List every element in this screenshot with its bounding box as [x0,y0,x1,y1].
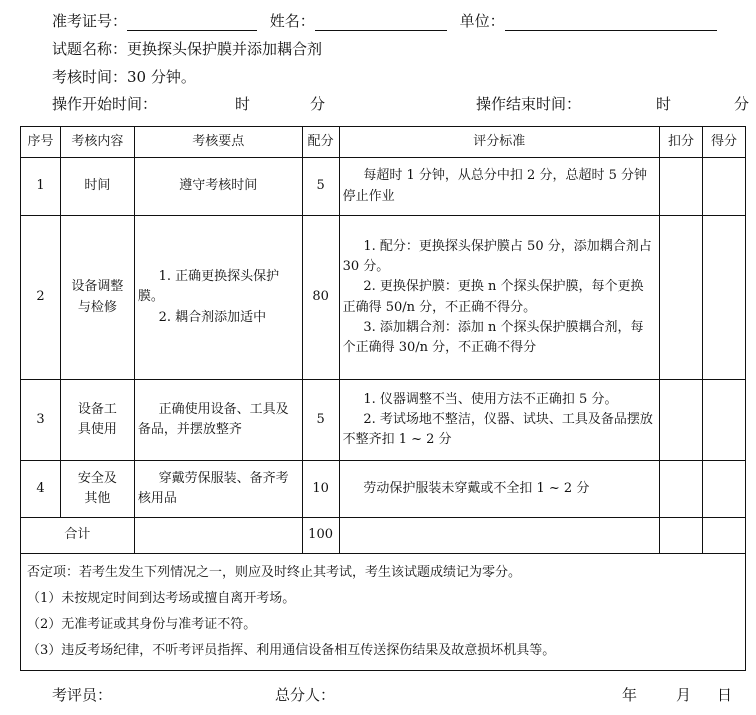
veto-intro: 否定项：若考生发生下列情况之一，则应及时终止其考试，考生该试题成绩记为零分。 [27,565,522,580]
deduction-cell[interactable] [660,461,703,518]
total-label: 合计 [21,518,135,554]
deduction-cell[interactable] [660,158,703,216]
veto-row [21,554,746,671]
start-time-label: 操作开始时间： [52,95,158,113]
total-earned-cell[interactable] [703,518,746,554]
table-row [21,158,746,216]
total-row [21,518,746,554]
veto-item: （2）无准考证或其身份与准考证不符。 [27,617,257,632]
points-item: 正确使用设备、工具及备品，并摆放整齐 [137,401,289,437]
exam-info-line [52,10,717,31]
row-score: 5 [302,158,339,216]
row-score: 80 [302,216,339,380]
row-no: 4 [21,461,61,518]
month-label: 月 [676,686,692,704]
row-content-text: 设备调整 与检修 [71,279,124,315]
year-label: 年 [622,686,638,704]
end-minute-label: 分 [734,95,750,113]
row-points [134,461,302,518]
criteria-item: 1. 仪器调整不当、使用方法不正确扣 5 分。 [363,391,618,407]
row-no: 3 [21,380,61,461]
examiner-label: 考评员： [52,686,113,704]
row-criteria [339,380,659,461]
scorer-label: 总分人： [275,686,336,704]
table-row [21,461,746,518]
earned-cell[interactable] [703,158,746,216]
end-time-label: 操作结束时间： [476,95,582,113]
earned-cell[interactable] [703,216,746,380]
criteria-item: 2. 更换保护膜：更换 n 个探头保护膜，每个更换正确得 50/n 分，不正确不得分。 [342,279,644,315]
row-content-text: 安全及 其他 [77,470,117,506]
veto-section [21,554,746,671]
exam-title: 试题名称：更换探头保护膜并添加耦合剂 [52,40,323,58]
header-points: 考核要点 [134,127,302,158]
row-content [60,216,134,380]
name-blank[interactable] [315,14,447,31]
table-row [21,380,746,461]
total-score: 100 [302,518,339,554]
unit-blank[interactable] [505,14,717,31]
veto-item: （1）未按规定时间到达考场或擅自离开考场。 [27,591,296,606]
points-item: 2. 耦合剂添加适中 [158,309,267,325]
header-score: 配分 [302,127,339,158]
row-no: 2 [21,216,61,380]
header-content: 考核内容 [60,127,134,158]
header-earned: 得分 [703,127,746,158]
earned-cell[interactable] [703,461,746,518]
row-content [60,461,134,518]
criteria-item: 2. 考试场地不整洁，仪器、试块、工具及备品摆放不整齐扣 1 ~ 2 分 [342,411,653,448]
row-points [134,216,302,380]
exam-no-blank[interactable] [127,14,257,31]
end-hour-label: 时 [656,95,672,113]
table-row [21,216,746,380]
row-criteria [339,461,659,518]
exam-no-label: 准考证号： [52,12,128,30]
start-hour-label: 时 [235,95,251,113]
exam-duration: 考核时间：30 分钟。 [52,68,196,86]
points-item: 1. 正确更换探头保护膜。 [137,269,280,305]
row-criteria [339,216,659,380]
criteria-item: 每超时 1 分钟，从总分中扣 2 分，总超时 5 分钟停止作业 [342,168,647,204]
total-deduction-cell[interactable] [660,518,703,554]
deduction-cell[interactable] [660,216,703,380]
criteria-item: 3. 添加耦合剂：添加 n 个探头保护膜耦合剂，每个正确得 30/n 分，不正确不得分 [342,319,644,355]
row-points [134,380,302,461]
criteria-item: 劳动保护服装未穿戴或不全扣 1 ~ 2 分 [363,480,590,496]
deduction-cell[interactable] [660,380,703,461]
total-criteria-cell [339,518,659,554]
row-criteria [339,158,659,216]
header-criteria: 评分标准 [339,127,659,158]
table-header-row [21,127,746,158]
row-points: 遵守考核时间 [134,158,302,216]
row-score: 5 [302,380,339,461]
start-minute-label: 分 [310,95,326,113]
scoring-table [20,126,746,671]
total-empty-cell [134,518,302,554]
row-no: 1 [21,158,61,216]
day-label: 日 [717,686,733,704]
earned-cell[interactable] [703,380,746,461]
name-label: 姓名： [269,12,315,30]
row-content: 时间 [60,158,134,216]
row-content-text: 设备工 具使用 [77,401,117,437]
veto-item: （3）违反考场纪律，不听考评员指挥、利用通信设备相互传送探伤结果及故意损坏机具等。 [27,643,556,658]
points-item: 穿戴劳保服装、备齐考核用品 [137,470,289,506]
header-no: 序号 [21,127,61,158]
row-score: 10 [302,461,339,518]
criteria-item: 1. 配分：更换探头保护膜占 50 分，添加耦合剂占 30 分。 [342,239,652,275]
unit-label: 单位： [459,12,505,30]
row-content [60,380,134,461]
header-deduction: 扣分 [660,127,703,158]
